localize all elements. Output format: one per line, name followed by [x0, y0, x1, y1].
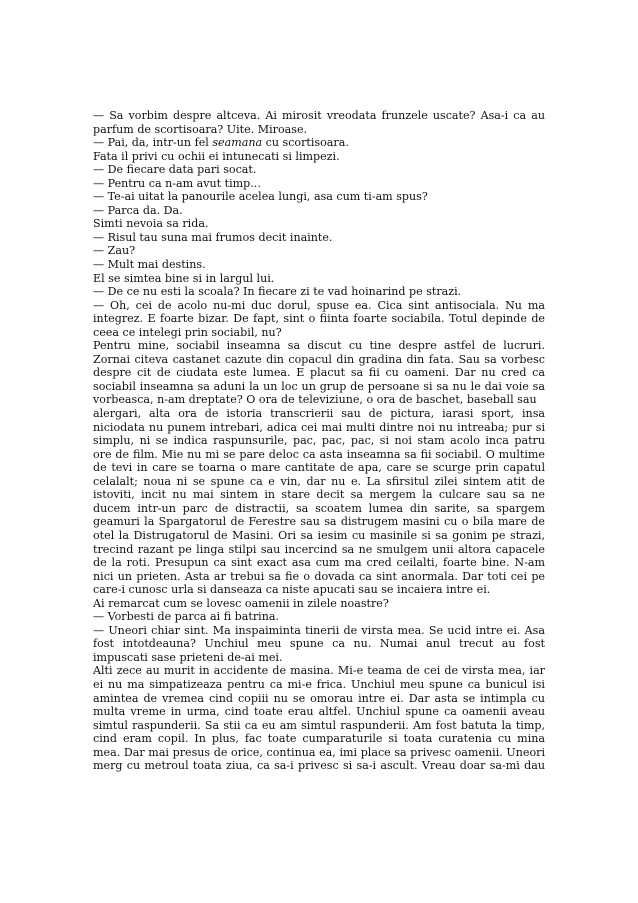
text-line: — Vorbesti de parca ai fi batrina.	[93, 610, 279, 624]
text-line: ore de film. Mie nu mi se pare deloc ca asta inseamna sa fii sociabil. O multime	[93, 447, 545, 461]
text-line: care-i cunosc urla si danseaza ca niste apucati sau se incaiera intre ei.	[93, 583, 491, 597]
text-line: de la roti. Presupun ca sint exact asa cum ma cred ceilalti, foarte bine. N-am	[93, 556, 545, 570]
text-line: trecind razant pe linga stilpi sau incercind sa ne smulgem unii altora capacele	[93, 542, 545, 556]
text-line: — Risul tau suna mai frumos decit inainte.	[93, 230, 333, 244]
text-line: — De ce nu esti la scoala? In fiecare zi te vad hoinarind pe strazi.	[93, 285, 462, 299]
text-segment: cu scortisoara.	[262, 136, 349, 150]
text-line: Ai remarcat cum se lovesc oamenii in zilele noastre?	[93, 596, 389, 610]
text-line: simtul raspunderii. Sa stii ca eu am simtul raspunderii. Am fost batuta la timp,	[93, 718, 545, 732]
text-line: otel la Distrugatorul de Masini. Ori sa iesim cu masinile si sa gonim pe strazi,	[93, 528, 545, 542]
text-line: ceea ce intelegi prin sociabil, nu?	[93, 325, 282, 339]
text-line: geamuri la Spargatorul de Ferestre sau sa distrugem masini cu o bila mare de	[93, 515, 545, 529]
text-line: Alti zece au murit in accidente de masina. Mi-e teama de cei de virsta mea, iar	[93, 664, 545, 678]
text-line: merg cu metroul toata ziua, ca sa-i privesc si sa-i ascult. Vreau doar sa-mi dau	[93, 759, 545, 773]
text-line: — Te-ai uitat la panourile acelea lungi, asa cum ti-am spus?	[93, 190, 428, 204]
text-line: — Sa vorbim despre altceva. Ai mirosit vreodata frunzele uscate? Asa-i ca au	[93, 109, 545, 122]
text-line: Fata il privi cu ochii ei intunecati si limpezi.	[93, 149, 340, 163]
text-line: Pentru mine, sociabil inseamna sa discut cu tine despre astfel de lucruri.	[93, 339, 545, 353]
text-line: — Oh, cei de acolo nu-mi duc dorul, spuse ea. Cica sint antisociala. Nu ma	[93, 298, 545, 312]
text-line: — Mult mai destins.	[93, 258, 206, 272]
text-line: celalalt; noua ni se spune ca e vin, dar nu e. La sfirsitul zilei sintem atit de	[93, 474, 545, 488]
text-line	[93, 136, 545, 150]
text-line: — De fiecare data pari socat.	[93, 163, 257, 177]
text-segment: — Pai, da, intr-un fel	[93, 136, 213, 150]
emphasized-word: seamana	[212, 136, 263, 150]
text-line: vorbeasca, n-am dreptate? O ora de televiziune, o ora de baschet, baseball sau	[93, 393, 537, 407]
text-line: Simti nevoia sa rida.	[93, 217, 209, 231]
text-line: Zornai citeva castanet cazute din copacul din gradina din fata. Sau sa vorbesc	[93, 352, 545, 366]
document-page	[93, 109, 545, 773]
text-line: nici un prieten. Asta ar trebui sa fie o dovada ca sint anormala. Dar toti cei pe	[93, 569, 545, 583]
text-line: ducem intr-un parc de distractii, sa scoatem lumea din sarite, sa spargem	[93, 501, 545, 515]
text-line: fost intotdeauna? Unchiul meu spune ca nu. Numai anul trecut au fost	[93, 637, 545, 651]
text-line: — Uneori chiar sint. Ma inspaiminta tinerii de virsta mea. Se ucid intre ei. Asa	[93, 623, 545, 637]
text-line: despre cit de ciudata este lumea. E placut sa fii cu oameni. Dar nu cred ca	[93, 366, 545, 380]
text-line: de tevi in care se toarna o mare cantitate de apa, care se scurge prin capatul	[93, 461, 545, 475]
text-line: amintea de vremea cind copiii nu se omorau intre ei. Dar asta se intimpla cu	[93, 691, 545, 705]
text-line: integrez. E foarte bizar. De fapt, sint o fiinta foarte sociabila. Totul depinde de	[93, 312, 545, 326]
text-line: impuscati sase prieteni de-ai mei.	[93, 650, 283, 664]
text-line: multa vreme in urma, cind toate erau altfel. Unchiul spune ca oamenii aveau	[93, 705, 545, 719]
text-line: simplu, ni se indica raspunsurile, pac, pac, pac, si noi stam acolo inca patru	[93, 434, 545, 448]
text-line: niciodata nu punem intrebari, adica cei mai multi dintre noi nu intreaba; pur si	[93, 420, 545, 434]
text-line: El se simtea bine si in largul lui.	[93, 271, 275, 285]
text-line: istoviti, incit nu mai sintem in stare decit sa mergem la culcare sau sa ne	[93, 488, 545, 502]
text-line: — Zau?	[93, 244, 136, 258]
text-line: — Pentru ca n-am avut timp...	[93, 176, 261, 190]
text-line: ei nu ma simpatizeaza pentru ca mi-e frica. Unchiul meu spune ca bunicul isi	[93, 677, 545, 691]
text-line: sociabil inseamna sa aduni la un loc un grup de persoane si sa nu le dai voie sa	[93, 379, 545, 393]
text-line: mea. Dar mai presus de orice, continua ea, imi place sa privesc oamenii. Uneori	[93, 745, 545, 759]
text-line: parfum de scortisoara? Uite. Miroase.	[93, 122, 308, 136]
text-line: alergari, alta ora de istoria transcrierii sau de pictura, iarasi sport, insa	[93, 407, 545, 421]
text-line: cind eram copil. In plus, fac toate cumparaturile si toata curatenia cu mina	[93, 732, 545, 746]
text-line: — Parca da. Da.	[93, 203, 183, 217]
